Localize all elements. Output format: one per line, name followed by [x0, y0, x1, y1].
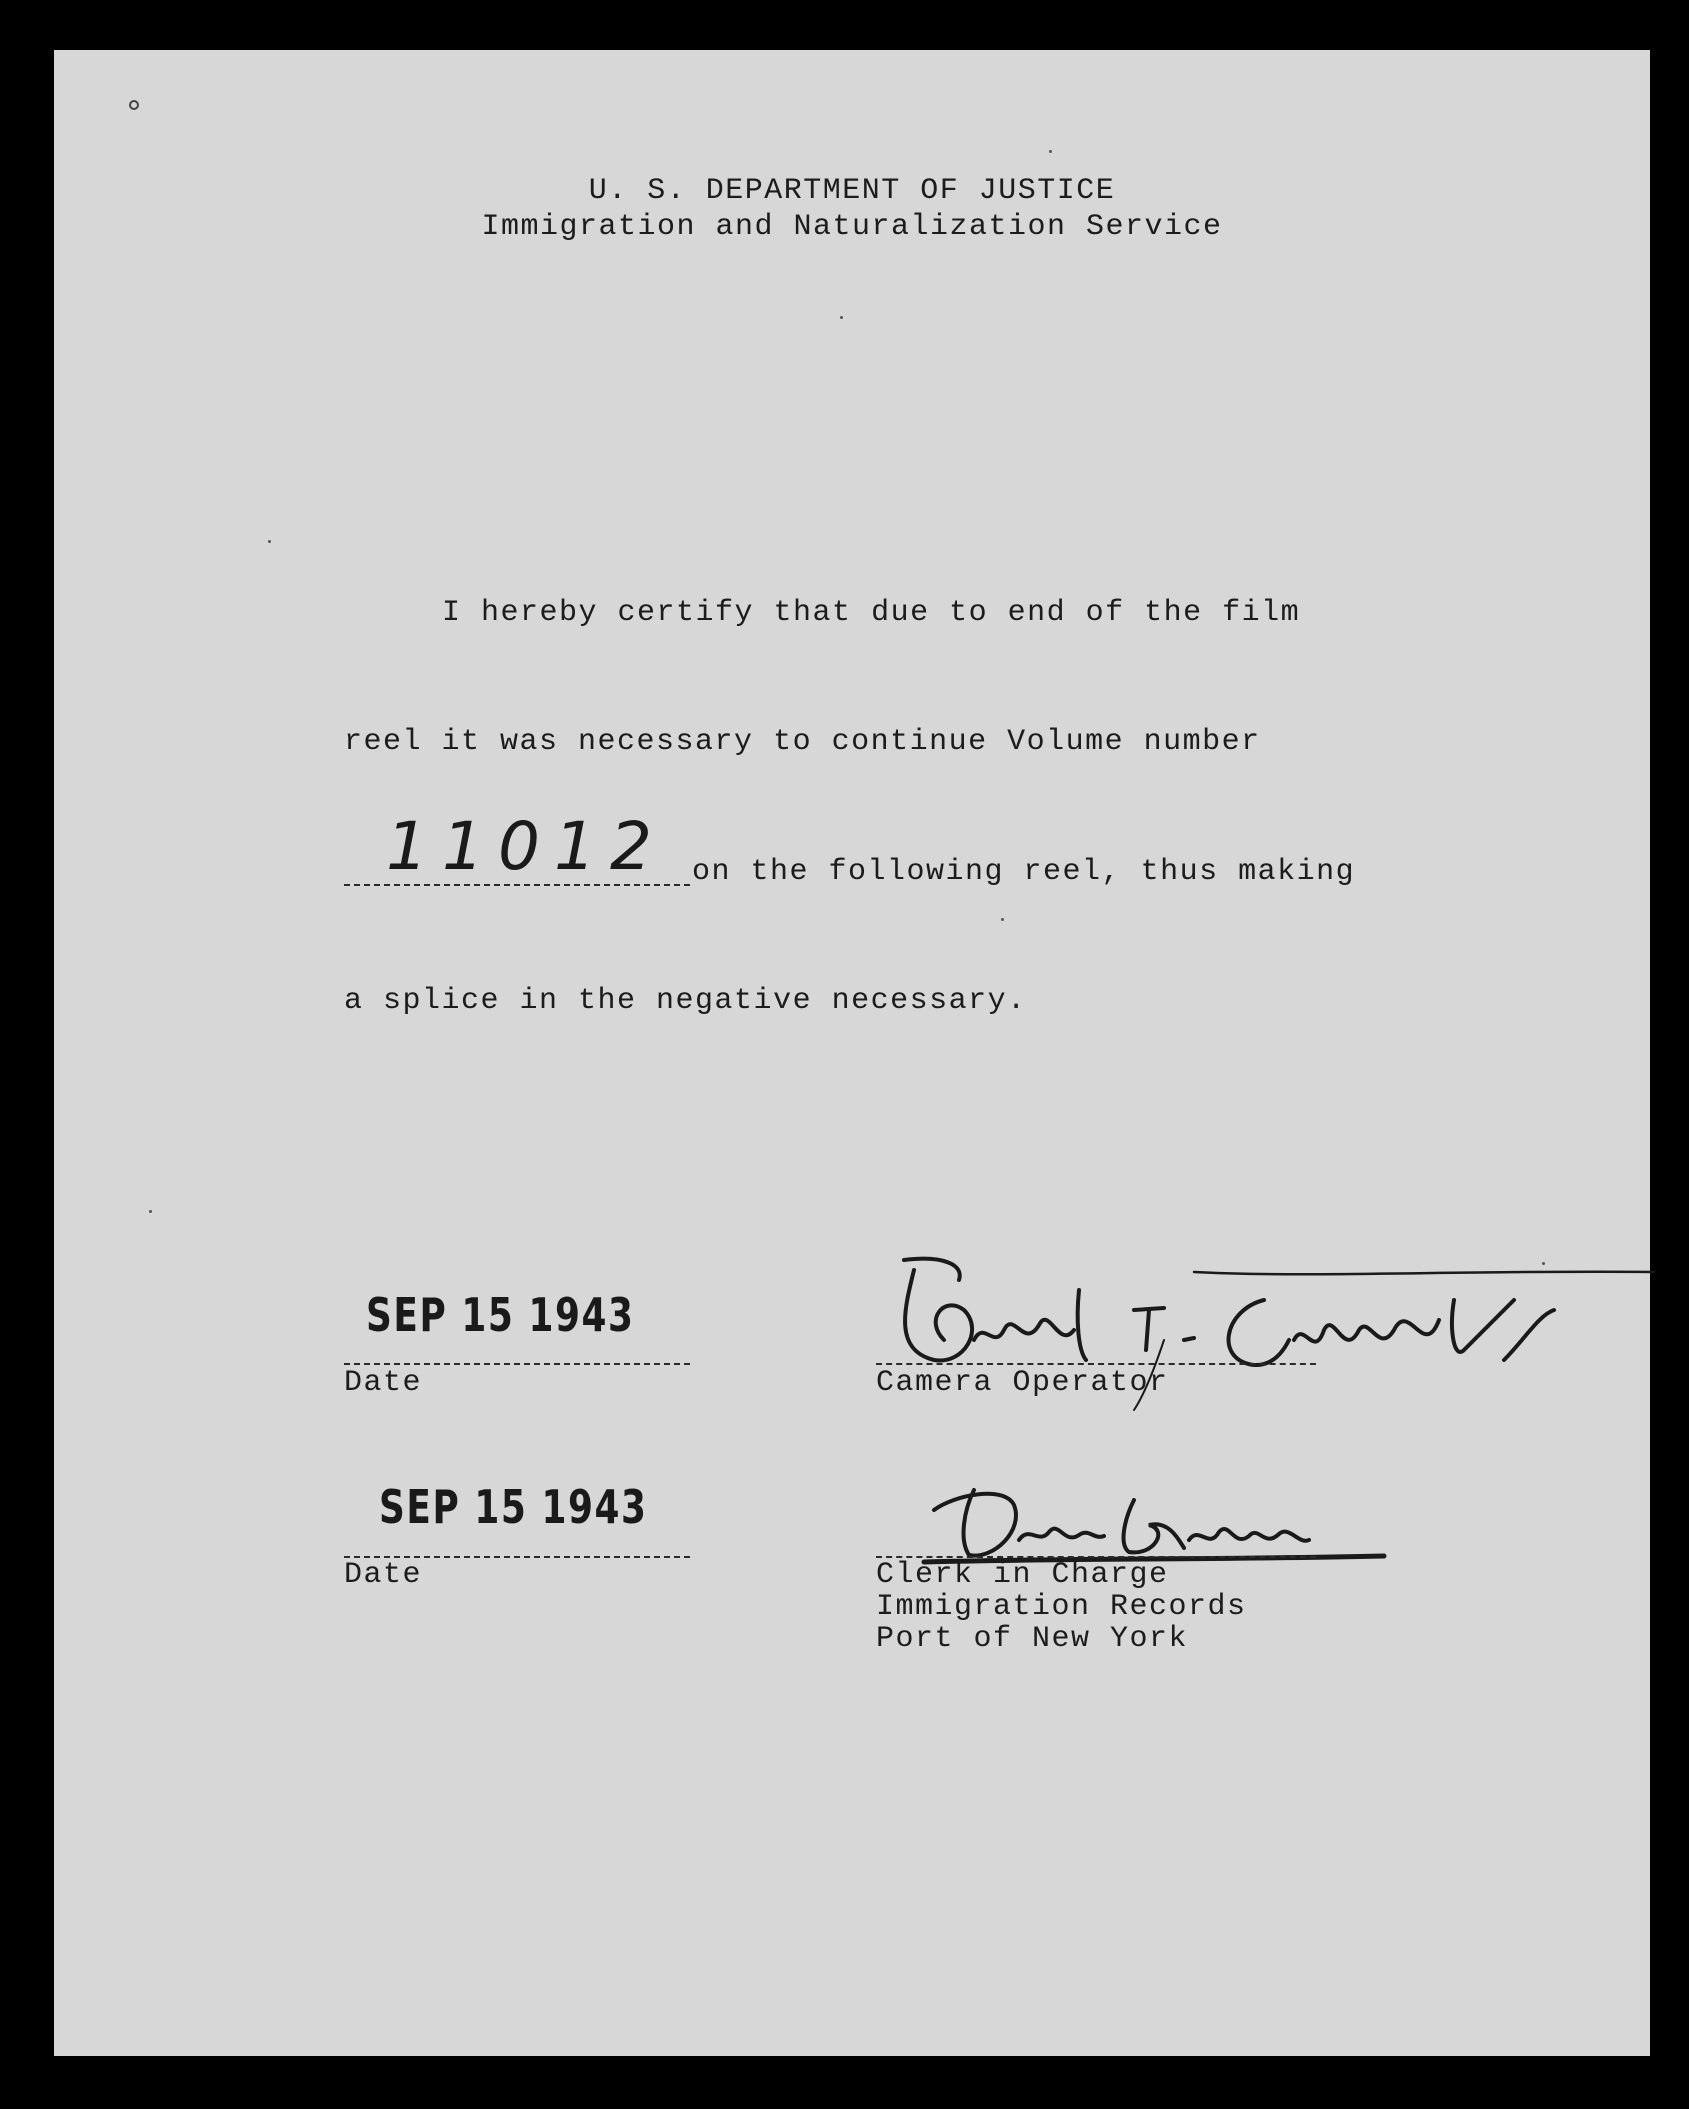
speck — [1542, 1262, 1545, 1265]
date-line-1 — [344, 1363, 690, 1365]
camera-operator-label: Camera Operator — [876, 1366, 1169, 1400]
document-page — [54, 50, 1650, 2056]
speck — [840, 316, 843, 319]
volume-number-handwritten: 11012 — [386, 808, 666, 885]
volume-number-underline — [344, 884, 690, 886]
date-stamp-2: SEP 15 1943 — [379, 1480, 648, 1534]
speck — [268, 540, 271, 543]
punch-mark — [129, 100, 139, 110]
date-stamp-1: SEP 15 1943 — [366, 1288, 635, 1342]
clerk-label-line-3: Port of New York — [876, 1622, 1189, 1656]
department-heading: U. S. DEPARTMENT OF JUSTICE — [588, 174, 1116, 208]
clerk-label-line-1: Clerk in Charge — [876, 1558, 1169, 1592]
camera-operator-line — [876, 1363, 1316, 1365]
speck — [149, 1210, 152, 1213]
speck — [1001, 918, 1004, 921]
date-label-2: Date — [344, 1558, 423, 1592]
certificate-line-1: I hereby certify that due to end of the film — [442, 596, 1301, 630]
clerk-label-line-2: Immigration Records — [876, 1590, 1247, 1624]
certificate-line-4: a splice in the negative necessary. — [344, 984, 1027, 1018]
service-heading: Immigration and Naturalization Service — [481, 210, 1223, 244]
speck — [1049, 150, 1052, 153]
certificate-line-3: on the following reel, thus making — [692, 855, 1356, 889]
date-label-1: Date — [344, 1366, 423, 1400]
certificate-line-2: reel it was necessary to continue Volume number — [344, 725, 1261, 759]
